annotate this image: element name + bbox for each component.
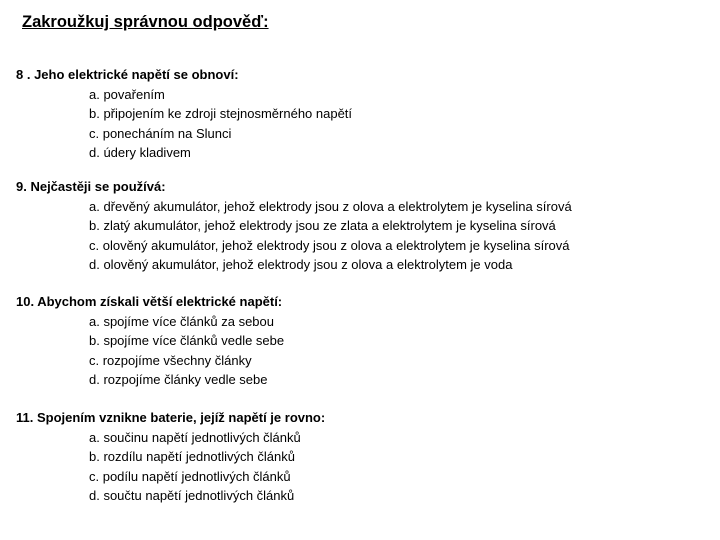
answer-option-a[interactable]: a. povařením [89,86,165,102]
question-text: 9. Nejčastěji se používá: [16,179,166,194]
answer-options [16,428,706,506]
answer-options [16,85,706,163]
answer-option-a[interactable]: a. součinu napětí jednotlivých článků [89,429,301,445]
answer-option-b[interactable]: b. rozdílu napětí jednotlivých článků [89,449,295,464]
question-10 [16,292,706,390]
question-text: 11. Spojením vznikne baterie, jejíž napětí je rovno: [16,410,326,425]
question-text: 8 . Jeho elektrické napětí se obnoví: [16,67,239,82]
answer-option-d[interactable]: d. údery kladivem [89,145,191,160]
answer-option-b[interactable]: b. spojíme více článků vedle sebe [89,333,285,348]
answer-option-c[interactable]: c. ponecháním na Slunci [89,125,232,141]
answer-option-c[interactable]: c. podílu napětí jednotlivých článků [89,468,291,484]
question-9 [16,177,706,275]
answer-option-c[interactable]: c. rozpojíme všechny články [89,352,252,368]
page-title: Zakroužkuj správnou odpověď: [22,13,269,31]
answer-option-d[interactable]: d. součtu napětí jednotlivých článků [89,488,295,503]
answer-option-d[interactable]: d. olověný akumulátor, jehož elektrody jsou z olova a elektrolytem je voda [89,257,513,272]
answer-option-c[interactable]: c. olověný akumulátor, jehož elektrody jsou z olova a elektrolytem je kyselina sírová [89,237,570,253]
answer-options [16,197,706,275]
question-8 [16,65,706,163]
answer-option-d[interactable]: d. rozpojíme články vedle sebe [89,372,268,387]
question-text: 10. Abychom získali větší elektrické napětí: [16,294,283,309]
answer-option-a[interactable]: a. spojíme více článků za sebou [89,313,274,329]
question-11 [16,408,706,506]
answer-option-b[interactable]: b. připojením ke zdroji stejnosměrného napětí [89,106,353,121]
answer-option-b[interactable]: b. zlatý akumulátor, jehož elektrody jsou ze zlata a elektrolytem je kyselina sírová [89,218,556,233]
answer-option-a[interactable]: a. dřevěný akumulátor, jehož elektrody jsou z olova a elektrolytem je kyselina sírová [89,198,572,214]
answer-options [16,312,706,390]
